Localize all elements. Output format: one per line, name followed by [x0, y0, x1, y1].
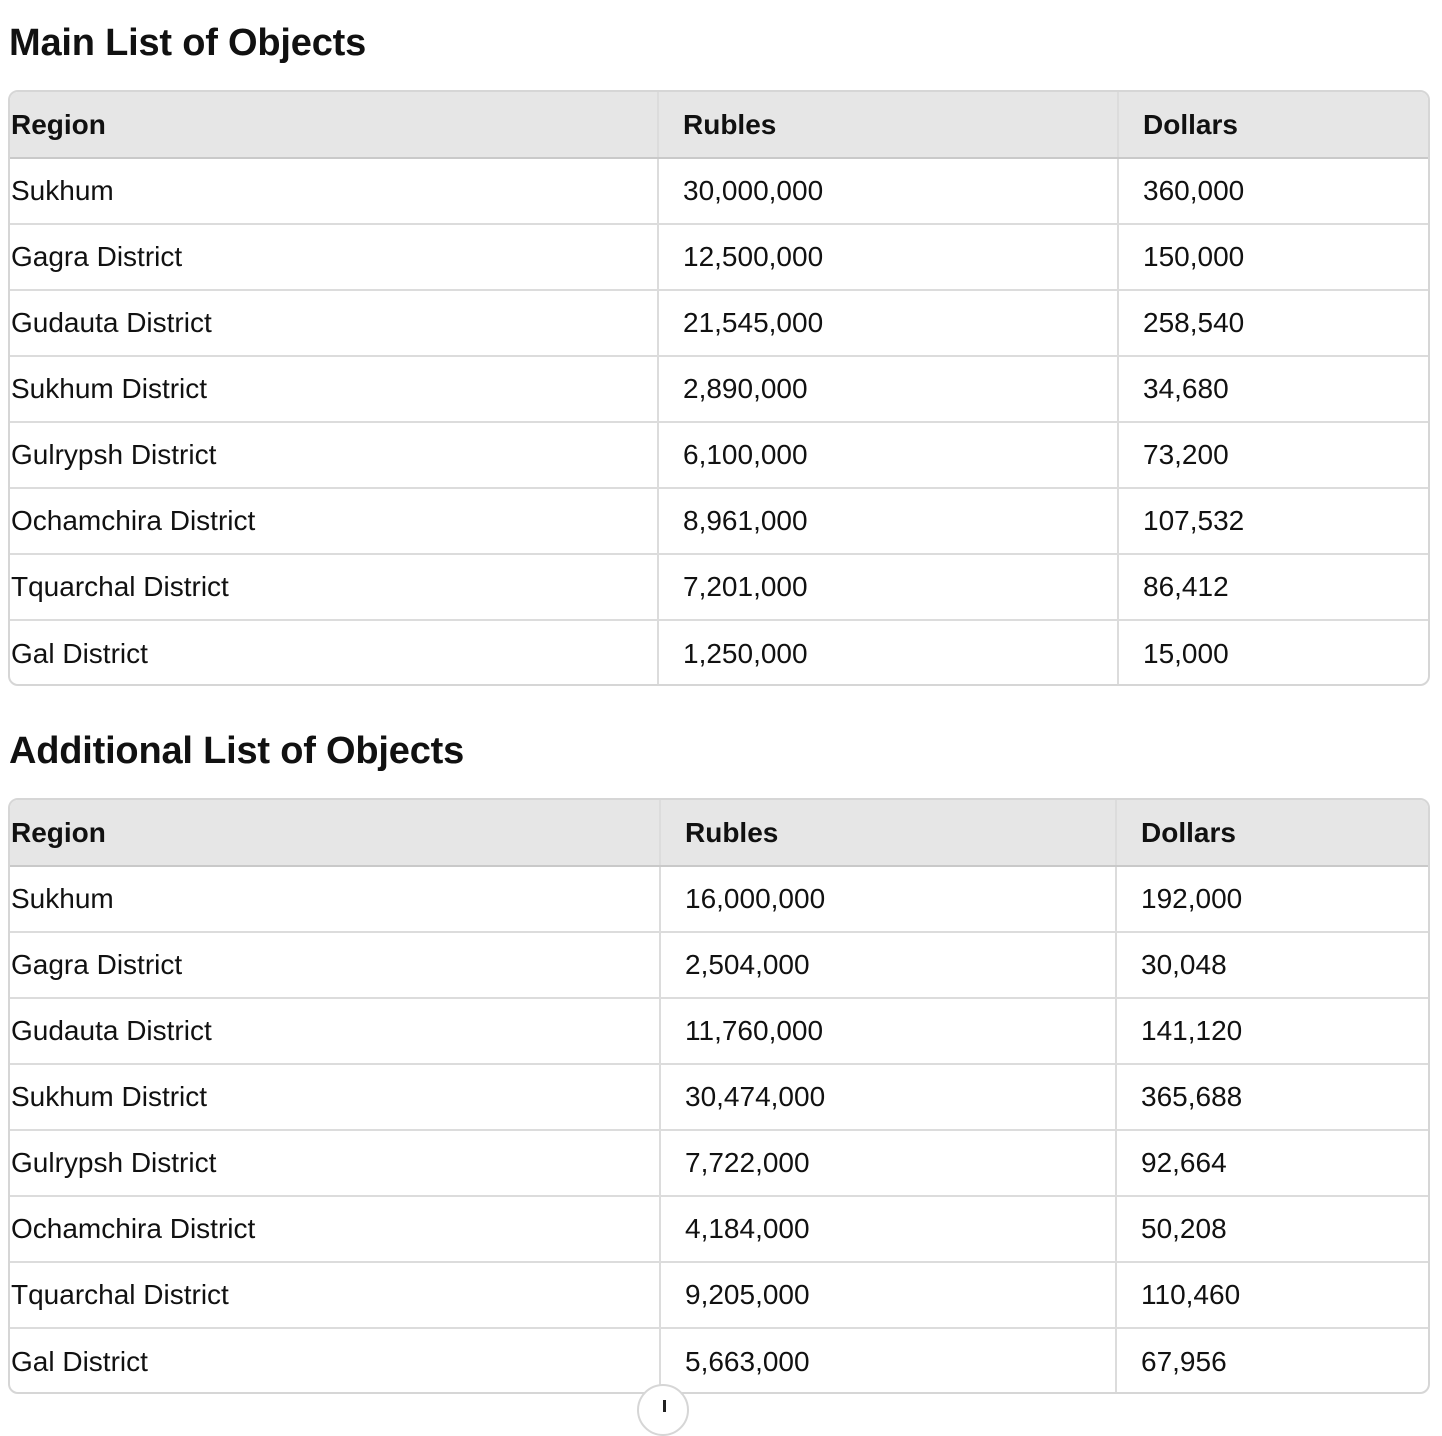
region-cell: Ochamchira District: [10, 1196, 660, 1262]
additional-list-title: Additional List of Objects: [9, 730, 465, 772]
rubles-cell: 6,100,000: [658, 422, 1118, 488]
table-header-row: [10, 800, 1428, 866]
main-list-table: [10, 92, 1428, 686]
dollars-cell: 50,208: [1116, 1196, 1428, 1262]
dollars-cell: 107,532: [1118, 488, 1428, 554]
rubles-cell: 2,504,000: [660, 932, 1116, 998]
rubles-cell: 30,000,000: [658, 158, 1118, 224]
column-header-rubles: Rubles: [660, 800, 1116, 866]
dollars-cell: 258,540: [1118, 290, 1428, 356]
rubles-cell: 2,890,000: [658, 356, 1118, 422]
rubles-cell: 8,961,000: [658, 488, 1118, 554]
dollars-cell: 192,000: [1116, 866, 1428, 932]
region-cell: Sukhum District: [10, 1064, 660, 1130]
column-header-region: Region: [10, 92, 658, 158]
rubles-cell: 21,545,000: [658, 290, 1118, 356]
region-cell: Gagra District: [10, 224, 658, 290]
table-row: [10, 224, 1428, 290]
region-cell: Sukhum: [10, 866, 660, 932]
rubles-cell: 5,663,000: [660, 1328, 1116, 1394]
table-row: [10, 1328, 1428, 1394]
dollars-cell: 34,680: [1118, 356, 1428, 422]
rubles-cell: 11,760,000: [660, 998, 1116, 1064]
rubles-cell: 7,201,000: [658, 554, 1118, 620]
dollars-cell: 110,460: [1116, 1262, 1428, 1328]
main-list-table-container: [8, 90, 1430, 686]
table-row: [10, 158, 1428, 224]
region-cell: Tquarchal District: [10, 1262, 660, 1328]
rubles-cell: 9,205,000: [660, 1262, 1116, 1328]
column-header-region: Region: [10, 800, 660, 866]
table-row: [10, 488, 1428, 554]
table-row: [10, 356, 1428, 422]
region-cell: Sukhum District: [10, 356, 658, 422]
dollars-cell: 15,000: [1118, 620, 1428, 686]
table-header-row: [10, 92, 1428, 158]
table-row: [10, 932, 1428, 998]
dollars-cell: 73,200: [1118, 422, 1428, 488]
dollars-cell: 360,000: [1118, 158, 1428, 224]
dollars-cell: 141,120: [1116, 998, 1428, 1064]
table-row: [10, 866, 1428, 932]
main-list-title: Main List of Objects: [9, 22, 367, 64]
table-row: [10, 290, 1428, 356]
region-cell: Ochamchira District: [10, 488, 658, 554]
rubles-cell: 4,184,000: [660, 1196, 1116, 1262]
region-cell: Gagra District: [10, 932, 660, 998]
column-header-dollars: Dollars: [1118, 92, 1428, 158]
dollars-cell: 92,664: [1116, 1130, 1428, 1196]
rubles-cell: 1,250,000: [658, 620, 1118, 686]
rubles-cell: 16,000,000: [660, 866, 1116, 932]
table-row: [10, 620, 1428, 686]
dollars-cell: 150,000: [1118, 224, 1428, 290]
column-header-dollars: Dollars: [1116, 800, 1428, 866]
region-cell: Gal District: [11, 1345, 148, 1377]
region-cell: Gulrypsh District: [10, 422, 658, 488]
dollars-cell: 30,048: [1116, 932, 1428, 998]
region-cell: Sukhum: [10, 158, 658, 224]
rubles-cell: 7,722,000: [660, 1130, 1116, 1196]
table-row: [10, 1262, 1428, 1328]
dollars-cell: 86,412: [1118, 554, 1428, 620]
column-header-rubles: Rubles: [658, 92, 1118, 158]
dollars-cell: 365,688: [1116, 1064, 1428, 1130]
rubles-cell: 30,474,000: [660, 1064, 1116, 1130]
rubles-cell: 12,500,000: [658, 224, 1118, 290]
additional-list-table-container: [8, 798, 1430, 1394]
region-cell: Gal District: [11, 637, 148, 669]
table-row: [10, 1130, 1428, 1196]
region-cell: Tquarchal District: [10, 554, 658, 620]
additional-list-table: [10, 800, 1428, 1394]
table-row: [10, 422, 1428, 488]
table-row: [10, 554, 1428, 620]
dollars-cell: 67,956: [1116, 1328, 1428, 1394]
region-cell: Gulrypsh District: [10, 1130, 660, 1196]
region-cell: Gudauta District: [10, 998, 660, 1064]
table-row: [10, 998, 1428, 1064]
table-row: [10, 1196, 1428, 1262]
table-row: [10, 1064, 1428, 1130]
scroll-down-icon[interactable]: [637, 1384, 689, 1436]
region-cell: Gudauta District: [10, 290, 658, 356]
